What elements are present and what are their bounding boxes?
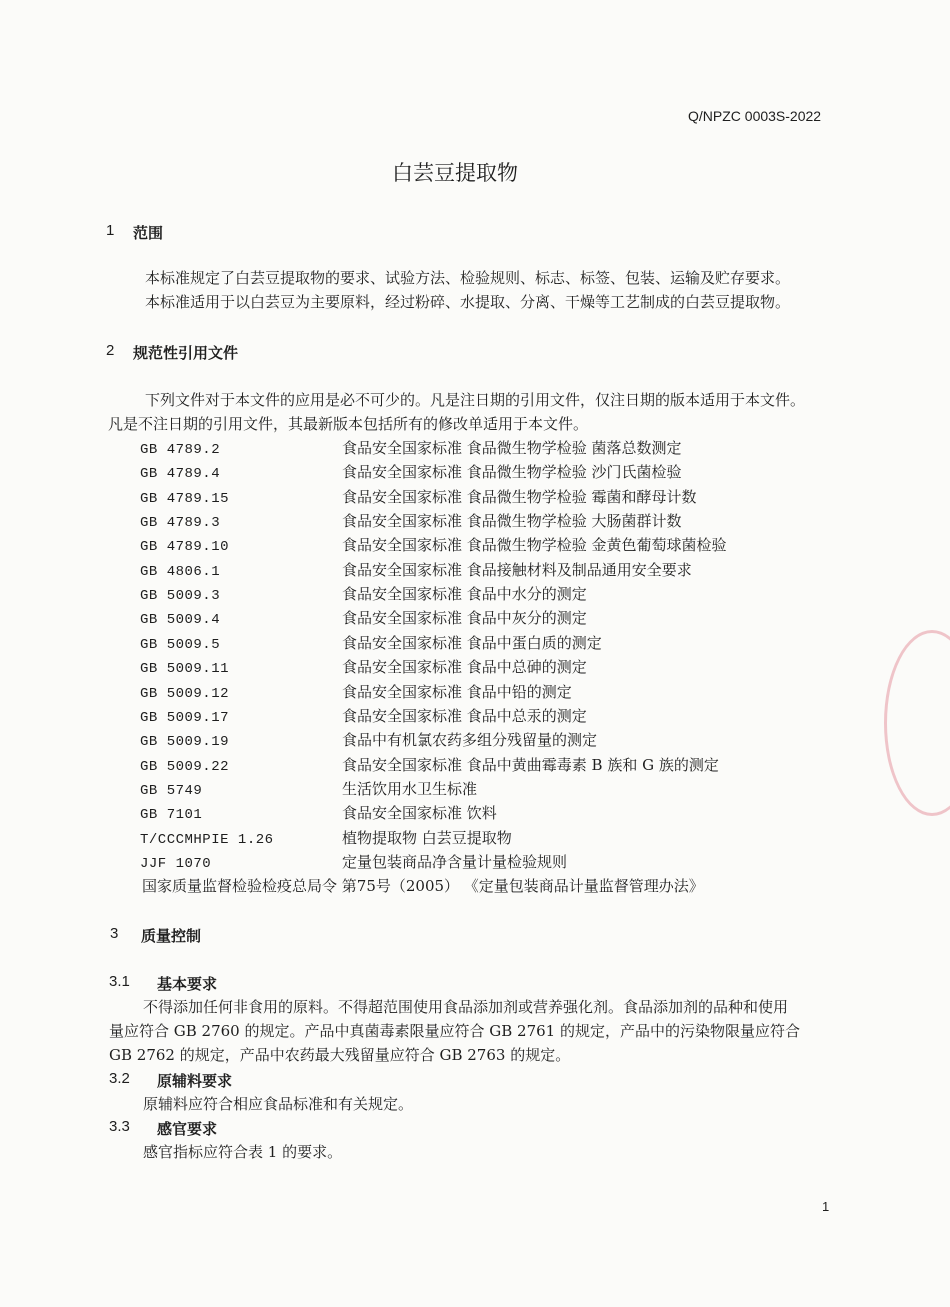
reference-title: 食品中有机氯农药多组分残留量的测定 xyxy=(342,731,598,750)
reference-title: 食品安全国家标准 食品微生物学检验 沙门氏菌检验 xyxy=(342,463,682,482)
reference-title: 食品安全国家标准 食品中总砷的测定 xyxy=(342,658,587,677)
reference-row xyxy=(140,558,692,582)
scope-paragraph-2: 本标准适用于以白芸豆为主要原料，经过粉碎、水提取、分离、干燥等工艺制成的白芸豆提取物。 xyxy=(145,293,791,311)
reference-code: GB 5009.19 xyxy=(140,734,230,751)
reference-row xyxy=(140,485,697,509)
reference-row xyxy=(140,436,682,460)
section-3-heading: 质量控制 xyxy=(141,927,202,945)
section-1-number: 1 xyxy=(106,222,115,239)
reference-code: GB 4789.2 xyxy=(140,442,221,458)
raw-material-text: 原辅料应符合相应食品标准和有关规定。 xyxy=(143,1095,414,1113)
section-3-number: 3 xyxy=(110,925,119,942)
decree-reference: 国家质量监督检验检疫总局令 第75号（2005） 《定量包装商品计量监督管理办法》 xyxy=(142,877,704,895)
reference-row xyxy=(140,704,587,728)
reference-row xyxy=(140,631,602,655)
reference-title: 定量包装商品净含量计量检验规则 xyxy=(342,852,568,871)
reference-code: GB 4789.15 xyxy=(140,490,230,507)
reference-code: GB 5009.22 xyxy=(140,758,230,775)
reference-title: 食品安全国家标准 食品中铅的测定 xyxy=(342,682,572,701)
reference-title: 食品安全国家标准 食品接触材料及制品通用安全要求 xyxy=(342,560,692,579)
reference-title: 食品安全国家标准 食品中蛋白质的测定 xyxy=(342,633,602,652)
reference-title: 食品安全国家标准 食品中灰分的测定 xyxy=(342,609,587,628)
reference-title: 食品安全国家标准 食品微生物学检验 大肠菌群计数 xyxy=(342,512,682,531)
red-seal-stamp xyxy=(884,630,950,816)
reference-code: GB 7101 xyxy=(140,807,203,824)
document-title: 白芸豆提取物 xyxy=(392,161,518,185)
basic-req-line-3: GB 2762 的规定，产品中农药最大残留量应符合 GB 2763 的规定。 xyxy=(109,1046,571,1064)
reference-title: 植物提取物 白芸豆提取物 xyxy=(342,828,512,847)
section-3-1-number: 3.1 xyxy=(109,973,130,990)
reference-code: GB 4789.10 xyxy=(140,539,230,556)
reference-row xyxy=(140,533,727,557)
reference-code: GB 5009.11 xyxy=(140,661,230,678)
document-code: Q/NPZC 0003S-2022 xyxy=(688,108,822,124)
reference-code: GB 4789.3 xyxy=(140,515,221,532)
reference-title: 食品安全国家标准 食品中黄曲霉毒素 B 族和 G 族的测定 xyxy=(342,755,719,774)
sensory-text: 感官指标应符合表 1 的要求。 xyxy=(143,1143,343,1161)
reference-title: 生活饮用水卫生标准 xyxy=(342,779,478,798)
reference-row xyxy=(140,460,682,484)
reference-code: GB 5009.5 xyxy=(140,636,221,653)
section-3-3-number: 3.3 xyxy=(109,1118,130,1135)
reference-code: GB 5009.12 xyxy=(140,685,230,702)
reference-row xyxy=(140,728,597,752)
basic-req-line-2: 量应符合 GB 2760 的规定。产品中真菌毒素限量应符合 GB 2761 的规定，产品中的污染物限量应符合 xyxy=(109,1022,800,1040)
reference-title: 食品安全国家标准 食品中水分的测定 xyxy=(342,585,587,604)
section-2-heading: 规范性引用文件 xyxy=(133,344,239,362)
page-number: 1 xyxy=(822,1199,830,1214)
reference-title: 食品安全国家标准 食品中总汞的测定 xyxy=(342,706,587,725)
reference-row xyxy=(140,582,587,606)
reference-row xyxy=(140,655,587,679)
reference-row xyxy=(140,826,512,850)
reference-code: GB 5009.17 xyxy=(140,709,230,726)
section-3-2-number: 3.2 xyxy=(109,1070,130,1087)
reference-title: 食品安全国家标准 食品微生物学检验 霉菌和酵母计数 xyxy=(342,487,697,506)
reference-row xyxy=(140,509,682,533)
basic-req-line-1: 不得添加任何非食用的原料。不得超范围使用食品添加剂或营养强化剂。食品添加剂的品种和使用 xyxy=(143,998,789,1016)
reference-code: GB 5749 xyxy=(140,782,203,799)
section-3-3-heading: 感官要求 xyxy=(157,1120,218,1138)
section-2-number: 2 xyxy=(106,342,115,359)
reference-row xyxy=(140,777,477,801)
reference-row xyxy=(140,606,587,630)
reference-row xyxy=(140,801,497,825)
references-intro-1: 下列文件对于本文件的应用是必不可少的。凡是注日期的引用文件，仅注日期的版本适用于本文件。 xyxy=(145,391,806,409)
reference-row xyxy=(140,850,567,874)
references-intro-2: 凡是不注日期的引用文件，其最新版本包括所有的修改单适用于本文件。 xyxy=(108,415,589,433)
reference-code: T/CCCMHPIE 1.26 xyxy=(140,831,274,848)
section-3-2-heading: 原辅料要求 xyxy=(157,1072,233,1090)
reference-title: 食品安全国家标准 食品微生物学检验 菌落总数测定 xyxy=(342,439,682,457)
reference-code: GB 5009.4 xyxy=(140,612,221,629)
reference-code: GB 4789.4 xyxy=(140,466,221,483)
scope-paragraph-1: 本标准规定了白芸豆提取物的要求、试验方法、检验规则、标志、标签、包装、运输及贮存要求。 xyxy=(145,269,791,287)
reference-code: GB 5009.3 xyxy=(140,588,221,605)
reference-row xyxy=(140,680,572,704)
section-1-heading: 范围 xyxy=(133,224,164,242)
section-3-1-heading: 基本要求 xyxy=(157,975,218,993)
reference-title: 食品安全国家标准 食品微生物学检验 金黄色葡萄球菌检验 xyxy=(342,536,727,555)
reference-row xyxy=(140,753,719,777)
reference-code: JJF 1070 xyxy=(140,855,212,872)
reference-title: 食品安全国家标准 饮料 xyxy=(342,804,497,823)
reference-code: GB 4806.1 xyxy=(140,563,221,580)
